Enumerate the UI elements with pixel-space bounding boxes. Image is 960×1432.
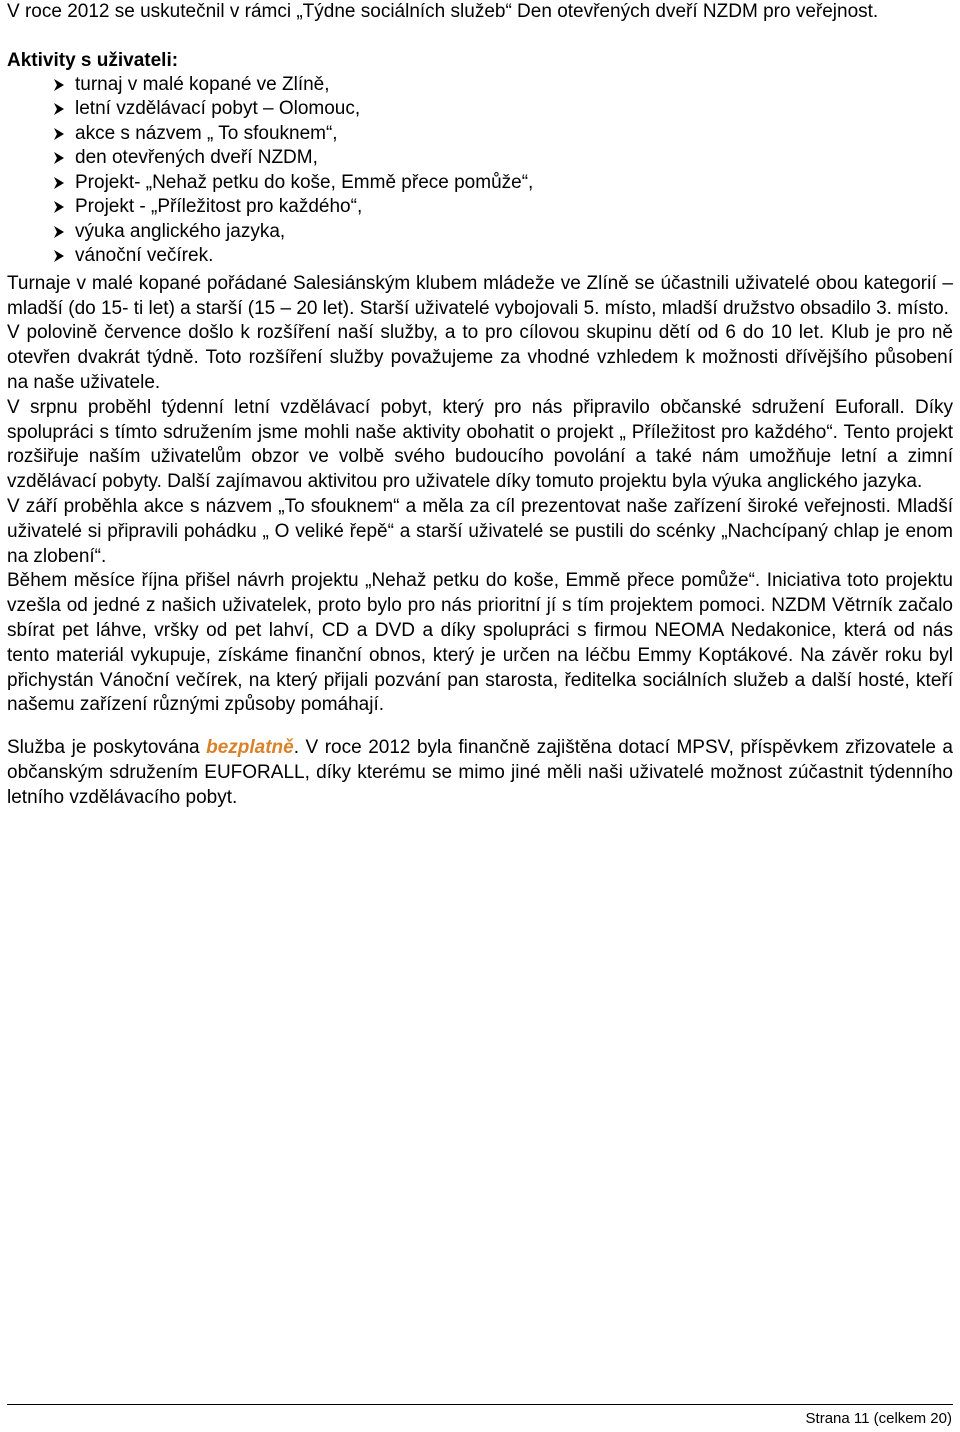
arrowhead-bullet-icon bbox=[53, 152, 65, 164]
list-item bbox=[7, 171, 953, 196]
list-item-text: turnaj v malé kopané ve Zlíně, bbox=[75, 73, 330, 95]
arrowhead-bullet-icon bbox=[53, 177, 65, 189]
arrowhead-bullet-icon bbox=[53, 103, 65, 115]
paragraph-to-sfouknem: V září proběhla akce s názvem „To sfouknem“ a měla za cíl prezentovat naše zařízení široké veřejnosti. Mladší uživatelé si připravili pohádku „ O veliké řepě“ a starší uživatelé se pustili do scénky „Nachcípaný chlap je enom na zlobení“. bbox=[7, 495, 953, 567]
arrowhead-bullet-icon bbox=[53, 250, 65, 262]
list-item bbox=[7, 195, 953, 220]
paragraph-petku-project: Během měsíce října přišel návrh projektu „Nehaž petku do koše, Emmě přece pomůže“. Iniciativa toto projektu vzešla od jedné z našich uživatelek, proto bylo pro nás prioritní jí s tím projektem pomoci. NZDM Větrník začalo sbírat pet láhve, vršky od pet lahví, CD a DVD a díky spolupráci s firmou NEOMA Nedakonice, která od nás tento materiál vykupuje, získáme finanční obnos, který je určen na léčbu Emmy Koptákové. Na závěr roku byl přichystán Vánoční večírek, na který přijali pozvání pan starosta, ředitelka sociálních služeb a další hosté, kteří našemu zařízení různými způsoby pomáhají. bbox=[7, 570, 953, 716]
list-item bbox=[7, 220, 953, 245]
activities-list bbox=[7, 73, 953, 269]
list-item-text: den otevřených dveří NZDM, bbox=[75, 147, 318, 169]
funding-paragraph bbox=[7, 736, 953, 810]
intro-paragraph: V roce 2012 se uskutečnil v rámci „Týdne sociálních služeb“ Den otevřených dveří NZDM pro veřejnost. bbox=[7, 1, 879, 22]
list-item bbox=[7, 73, 953, 98]
paragraph-football-tournament: Turnaje v malé kopané pořádané Salesiánským klubem mládeže ve Zlíně se účastnili uživatelé obou kategorií – mladší (do 15- ti let) a starší (15 – 20 let). Starší uživatelé vybojovali 5. místo, mladší družstvo obsadilo 3. místo. bbox=[7, 272, 953, 319]
activities-heading: Aktivity s uživateli: bbox=[7, 49, 179, 71]
funding-prefix: Služba je poskytována bbox=[7, 737, 207, 759]
funding-suffix: . V roce 2012 byla finančně zajištěna dotací MPSV, příspěvkem zřizovatele a občanským sdružením EUFORALL, díky kterému se mimo jiné měli naši uživatelé možnost zúčastnit týdenního letního vzdělávacího pobyt. bbox=[7, 737, 953, 808]
page-number: Strana 11 (celkem 20) bbox=[805, 1410, 952, 1427]
list-item bbox=[7, 122, 953, 147]
list-item bbox=[7, 244, 953, 269]
list-item-text: vánoční večírek. bbox=[75, 245, 214, 267]
footer-divider bbox=[7, 1404, 953, 1405]
list-item-text: letní vzdělávací pobyt – Olomouc, bbox=[75, 98, 361, 120]
body-text bbox=[7, 272, 953, 718]
list-item-text: akce s názvem „ To sfouknem“, bbox=[75, 122, 338, 144]
document-page bbox=[7, 0, 953, 811]
list-item bbox=[7, 97, 953, 122]
arrowhead-bullet-icon bbox=[53, 79, 65, 91]
arrowhead-bullet-icon bbox=[53, 128, 65, 140]
paragraph-summer-stay: V srpnu proběhl týdenní letní vzdělávací pobyt, který pro nás připravilo občanské sdružení Euforall. Díky spolupráci s tímto sdružením jsme mohli naše aktivity obohatit o projekt „ Příležitost pro každého“. Tento projekt rozšiřuje naším uživatelům obzor ve volbě svého budoucího povolání a také nám umožňuje letní a zimní vzdělávací pobyty. Další zajímavou aktivitou pro uživatele díky tomuto projektu byla výuka anglického jazyka. bbox=[7, 396, 953, 493]
arrowhead-bullet-icon bbox=[53, 226, 65, 238]
free-of-charge-highlight: bezplatně bbox=[206, 737, 294, 759]
list-item-text: výuka anglického jazyka, bbox=[75, 220, 286, 242]
paragraph-service-extension: V polovině července došlo k rozšíření naší služby, a to pro cílovou skupinu dětí od 6 do 10 let. Klub je pro ně otevřen dvakrát týdně. Toto rozšíření služby považujeme za vhodné vzhledem k možnosti dřívějšího působení na naše uživatele. bbox=[7, 322, 953, 393]
list-item-text: Projekt - „Příležitost pro každého“, bbox=[75, 196, 363, 218]
list-item-text: Projekt- „Nehaž petku do koše, Emmě přece pomůže“, bbox=[75, 171, 534, 193]
arrowhead-bullet-icon bbox=[53, 201, 65, 213]
list-item bbox=[7, 146, 953, 171]
